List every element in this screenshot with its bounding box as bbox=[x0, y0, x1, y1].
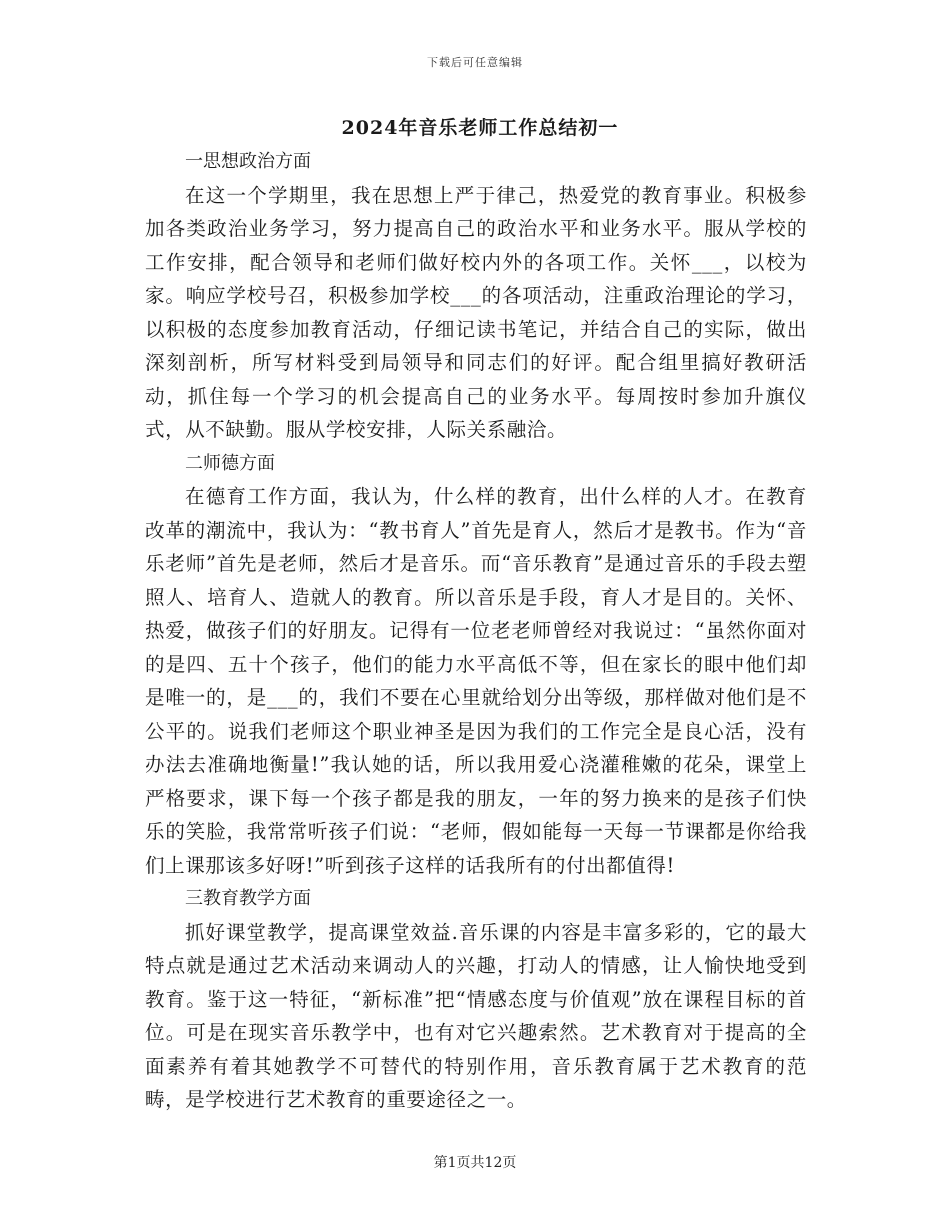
header-note: 下载后可任意编辑 bbox=[427, 56, 523, 69]
section-heading-ethics: 二师德方面 bbox=[185, 452, 275, 474]
section-paragraph-ethics: 在德育工作方面，我认为，什么样的教育，出什么样的人才。在教育改革的潮流中，我认为：“教书育人”首先是育人，然后才是教书。作为“音乐老师”首先是老师，然后才是音乐。而“音乐教育”是通过音乐的手段去塑照人、培育人、造就人的教育。所以音乐是手段，育人才是目的。关怀、热爱，做孩子们的好朋友。记得有一位老老师曾经对我说过：“虽然你面对的是四、五十个孩子，他们的能力水平高低不等，但在家长的眼中他们却是唯一的，是___的，我们不要在心里就给划分出等级，那样做对他们是不公平的。说我们老师这个职业神圣是因为我们的工作完全是良心活，没有办法去准确地衡量!”我认她的话，所以我用爱心浇灌稚嫩的花朵，课堂上严格要求，课下每一个孩子都是我的朋友，一年的努力换来的是孩子们快乐的笑脸，我常常听孩子们说：“老师，假如能每一天每一节课都是你给我们上课那该多好呀!”听到孩子这样的话我所有的付出都值得! bbox=[145, 485, 807, 877]
section-heading-politics: 一思想政治方面 bbox=[185, 151, 311, 172]
section-paragraph-politics: 在这一个学期里，我在思想上严于律己，热爱党的教育事业。积极参加各类政治业务学习，努力提高自己的政治水平和业务水平。服从学校的工作安排，配合领导和老师们做好校内外的各项工作。关怀___，以校为家。响应学校号召，积极参加学校___的各项活动，注重政治理论的学习，以积极的态度参加教育活动，仔细记读书笔记，并结合自己的实际，做出深刻剖析，所写材料受到局领导和同志们的好评。配合组里搞好教研活动，抓住每一个学习的机会提高自己的业务水平。每周按时参加升旗仪式，从不缺勤。服从学校安排，人际关系融洽。 bbox=[145, 183, 807, 441]
section-heading-teaching: 三教育教学方面 bbox=[185, 888, 311, 909]
document-title: 2024年音乐老师工作总结初一 bbox=[341, 117, 619, 139]
document-body bbox=[145, 112, 807, 1117]
section-paragraph-teaching: 抓好课堂教学，提高课堂效益.音乐课的内容是丰富多彩的，它的最大特点就是通过艺术活动来调动人的兴趣，打动人的情感，让人愉快地受到教育。鉴于这一特征，“新标准”把“情感态度与价值观”放在课程目标的首位。可是在现实音乐教学中，也有对它兴趣索然。艺术教育对于提高的全面素养有着其她教学不可替代的特别作用，音乐教育属于艺术教育的范畴，是学校进行艺术教育的重要途径之一。 bbox=[145, 920, 807, 1111]
page-number: 第1页共12页 bbox=[433, 1155, 517, 1171]
